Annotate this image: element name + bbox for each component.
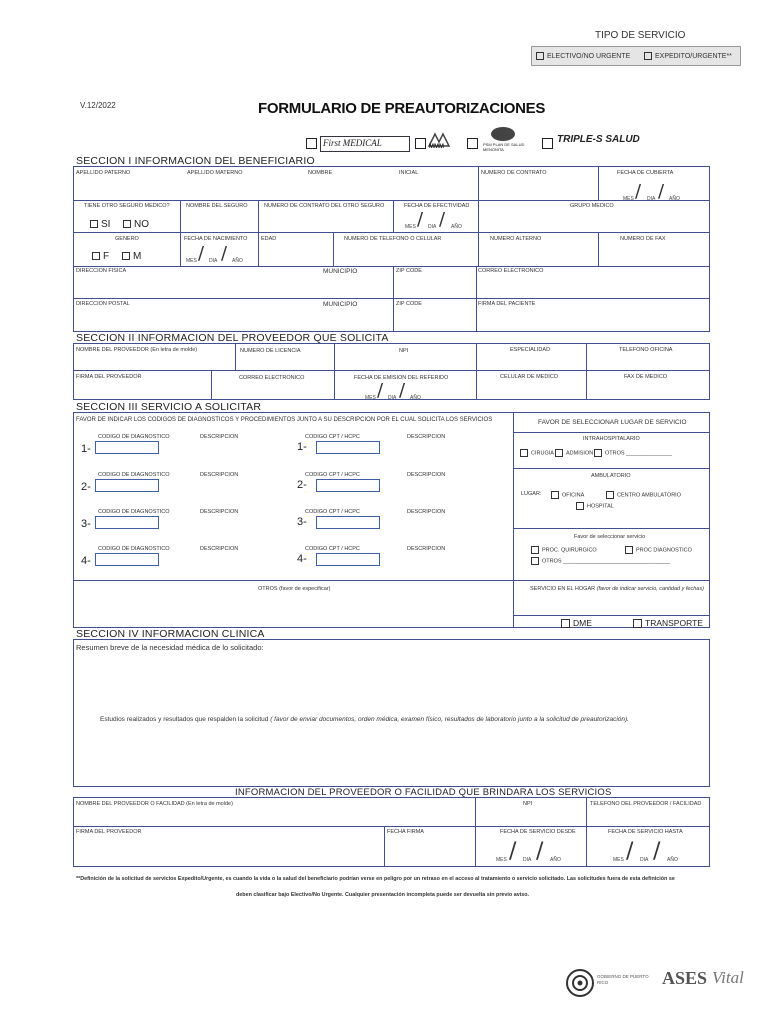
resumen-label: Resumen breve de la necesidad médica de lo solicitado:	[76, 643, 264, 652]
fecha-nac-label: FECHA DE NACIMIENTO	[184, 236, 248, 242]
mes-label: MES	[365, 395, 376, 401]
dia-label: DIA	[388, 395, 397, 401]
estudios-note: ( favor de enviar documentos, orden médica, examen físico, resultados de laboratorio junto a la solicitud de preautorización).	[270, 716, 629, 723]
checkbox-icon[interactable]	[520, 449, 528, 457]
contrato-otro-label: NUMERO DE CONTRATO DEL OTRO SEGURO	[264, 203, 385, 209]
npi-label: NPI	[399, 348, 409, 354]
proveedor-npi-label: NPI	[523, 801, 533, 807]
checkbox-icon[interactable]	[594, 449, 602, 457]
mes-label: MES	[623, 196, 634, 202]
psm-logo-text: PSM PLAN DE SALUD MENONITA	[483, 142, 525, 152]
firma-paciente-label: FIRMA DEL PACIENTE	[478, 301, 536, 307]
nombre-prov-label: NOMBRE DEL PROVEEDOR (En letra de molde)	[76, 347, 198, 353]
dme-option[interactable]	[561, 618, 592, 628]
descripcion-cpt-label: DESCRIPCION	[407, 472, 446, 478]
electivo-option[interactable]	[536, 52, 630, 60]
cod-diag-label: CODIGO DE DIAGNOSTICO	[98, 472, 170, 478]
descripcion-diag-label: DESCRIPCION	[200, 546, 239, 552]
footer-note-1: **Definición de la solicitud de servicios Expedito/Urgente, es cuando la vida o la salud del beneficiario podrían verse en peligro por un retraso en el acceso al tratamiento o servicio solicitado. Las solicitudes fuera de esta definición se	[76, 876, 675, 882]
section-3-box	[73, 412, 710, 628]
proc-quir-label: PROC. QUIRURGICO	[542, 547, 597, 554]
zip-label: ZIP CODE	[396, 268, 422, 274]
otros-serv-label: OTROS ___________________________________	[542, 558, 671, 565]
psm-checkbox[interactable]	[467, 138, 478, 149]
section-4-title: SECCION IV INFORMACION CLINICA	[76, 628, 265, 640]
otros-serv-option[interactable]	[531, 557, 670, 565]
lugar-title: FAVOR DE SELECCIONAR LUGAR DE SERVICIO	[538, 419, 687, 426]
first-medical-logo-text: First MEDICAL	[323, 138, 382, 148]
row-number-diag: 1-	[81, 443, 91, 455]
checkbox-icon[interactable]	[625, 546, 633, 554]
checkbox-icon[interactable]	[90, 220, 98, 228]
zip-postal-label: ZIP CODE	[396, 301, 422, 307]
cirugia-option[interactable]	[520, 449, 554, 457]
section-1-title: SECCION I INFORMACION DEL BENEFICIARIO	[76, 155, 315, 167]
otros-especificar-label: OTROS (favor de especificar)	[258, 586, 331, 592]
checkbox-icon[interactable]	[123, 220, 131, 228]
transporte-option[interactable]	[633, 618, 703, 628]
hospital-option[interactable]	[576, 502, 614, 510]
checkbox-icon[interactable]	[551, 491, 559, 499]
inicial-label: INICIAL	[399, 170, 419, 176]
cpt-code-input[interactable]	[316, 553, 380, 566]
expedito-label: EXPEDITO/URGENTE**	[655, 52, 732, 60]
cod-diag-label: CODIGO DE DIAGNOSTICO	[98, 434, 170, 440]
genero-m-option[interactable]	[122, 251, 141, 262]
otros-intra-option[interactable]	[594, 449, 672, 457]
checkbox-icon[interactable]	[555, 449, 563, 457]
diag-code-input[interactable]	[95, 553, 159, 566]
checkbox-icon[interactable]	[644, 52, 652, 60]
grupo-medico-label: GRUPO MEDICO	[570, 203, 614, 209]
descripcion-cpt-label: DESCRIPCION	[407, 434, 446, 440]
ano-label: AÑO	[667, 857, 678, 863]
cod-diag-label: CODIGO DE DIAGNOSTICO	[98, 509, 170, 515]
proc-quir-option[interactable]	[531, 546, 597, 554]
row-number-cpt: 2-	[297, 479, 307, 491]
resumen-field[interactable]	[74, 640, 709, 712]
mmm-logo-text: MMM	[429, 144, 444, 150]
mmm-checkbox[interactable]	[415, 138, 426, 149]
electivo-label: ELECTIVO/NO URGENTE	[547, 52, 631, 60]
expedito-option[interactable]	[644, 52, 732, 60]
row-number-cpt: 4-	[297, 553, 307, 565]
mes-label: MES	[496, 857, 507, 863]
proc-diag-label: PROC DIAGNOSTICO	[636, 547, 692, 554]
otro-seguro-label: TIENE OTRO SEGURO MEDICO?	[84, 203, 170, 209]
fecha-cubierta-label: FECHA DE CUBIERTA	[617, 170, 674, 176]
mes-label: MES	[405, 224, 416, 230]
cod-diag-label: CODIGO DE DIAGNOSTICO	[98, 546, 170, 552]
cod-cpt-label: CODIGO CPT / HCPC	[305, 472, 360, 478]
checkbox-icon[interactable]	[536, 52, 544, 60]
proveedor-tel-label: TELEFONO DEL PROVEEDOR / FACILIDAD	[590, 801, 702, 807]
telefono-label: NUMERO DE TELEFONO O CELULAR	[344, 236, 442, 242]
favor-sel-label: Favor de seleccionar servicio	[574, 534, 646, 540]
cpt-code-input[interactable]	[316, 441, 380, 454]
first-medical-checkbox[interactable]	[306, 138, 317, 149]
diag-code-input[interactable]	[95, 516, 159, 529]
hospital-label: HOSPITAL	[587, 503, 614, 510]
si-label: SI	[101, 219, 111, 230]
nombre-label: NOMBRE	[308, 170, 333, 176]
vital-logo: Vital	[712, 968, 744, 987]
mes-label: MES	[186, 258, 197, 264]
oficina-option[interactable]	[551, 491, 584, 499]
cpt-code-input[interactable]	[316, 516, 380, 529]
edad-label: EDAD	[261, 236, 277, 242]
section-2-title: SECCION II INFORMACION DEL PROVEEDOR QUE SOLICITA	[76, 332, 389, 344]
footer-note-2: deben clasificar bajo Electivo/No Urgente. Cualquier presentación incompleta puede ser devuelta sin previo aviso.	[236, 892, 529, 898]
correo-label: CORREO ELECTRONICO	[478, 268, 544, 274]
proveedor-nombre-label: NOMBRE DEL PROVEEDOR O FACILIDAD (En letra de molde)	[76, 801, 233, 807]
dir-postal-label: DIRECCION POSTAL	[76, 301, 130, 307]
nombre-seguro-label: NOMBRE DEL SEGURO	[186, 203, 248, 209]
dia-label: DIA	[428, 224, 437, 230]
fax-medico-label: FAX DE MEDICO	[624, 374, 668, 380]
otros-intra-label: OTROS _______________	[605, 450, 672, 457]
row-number-diag: 2-	[81, 481, 91, 493]
diag-code-input[interactable]	[95, 479, 159, 492]
fecha-hasta-label: FECHA DE SERVICIO HASTA	[608, 829, 683, 835]
row-number-diag: 3-	[81, 518, 91, 530]
fecha-referido-label: FECHA DE EMISION DEL REFERIDO	[354, 375, 449, 381]
admision-label: ADMISION	[566, 450, 594, 457]
ano-label: AÑO	[232, 258, 243, 264]
fecha-efectividad-label: FECHA DE EFECTIVIDAD	[404, 203, 470, 209]
row-number-cpt: 1-	[297, 441, 307, 453]
municipio-postal-label: MUNICIPIO	[323, 301, 358, 308]
row-number-diag: 4-	[81, 555, 91, 567]
firma-prov-label: FIRMA DEL PROVEEDOR	[76, 374, 142, 380]
checkbox-icon[interactable]	[606, 491, 614, 499]
dia-label: DIA	[647, 196, 656, 202]
version-label: V.12/2022	[80, 101, 116, 110]
lugar-label: LUGAR:	[521, 491, 542, 497]
tipo-servicio-box	[531, 46, 741, 66]
genero-f-option[interactable]	[92, 251, 109, 262]
servicio-hogar-note: (favor de indicar servicio, cantidad y fechas)	[596, 586, 704, 592]
checkbox-icon[interactable]	[576, 502, 584, 510]
ano-label: AÑO	[669, 196, 680, 202]
genero-label: GENERO	[115, 236, 139, 242]
ambulatorio-label: AMBULATORIO	[591, 473, 631, 479]
descripcion-diag-label: DESCRIPCION	[200, 472, 239, 478]
no-label: NO	[134, 219, 149, 230]
celular-label: CELULAR DE MEDICO	[500, 374, 559, 380]
dia-label: DIA	[209, 258, 218, 264]
centro-amb-label: CENTRO AMBULATORIO	[617, 492, 681, 499]
checkbox-icon[interactable]	[92, 252, 100, 260]
checkbox-icon[interactable]	[561, 619, 570, 628]
f-label: F	[103, 251, 110, 262]
section-3-instructions: FAVOR DE INDICAR LOS CODIGOS DE DIAGNOSTICOS Y PROCEDIMIENTOS JUNTO A SU DESCRIPCION POR EL CUAL SOLICITA LOS SERVICIOS	[76, 417, 493, 423]
servicio-hogar-text: SERVICIO EN EL HOGAR	[530, 586, 596, 592]
estudios-text: Estudios realizados y resultados que respalden la solicitud	[100, 716, 269, 723]
psm-logo	[480, 126, 526, 154]
estudios-label	[100, 716, 629, 723]
admision-option[interactable]	[555, 449, 593, 457]
seguro-si-option[interactable]	[90, 219, 110, 230]
triple-s-logo	[557, 132, 667, 152]
section-5-title: INFORMACION DEL PROVEEDOR O FACILIDAD QUE BRINDARA LOS SERVICIOS	[235, 787, 612, 798]
government-seal-icon	[566, 969, 594, 997]
triple-s-checkbox[interactable]	[542, 138, 553, 149]
checkbox-icon[interactable]	[531, 546, 539, 554]
checkbox-icon[interactable]	[122, 252, 130, 260]
transporte-label: TRANSPORTE	[645, 618, 703, 628]
descripcion-diag-label: DESCRIPCION	[200, 509, 239, 515]
cirugia-label: CIRUGIA	[531, 450, 554, 457]
apellido-paterno-label: APELLIDO PATERNO	[76, 170, 131, 176]
row-number-cpt: 3-	[297, 516, 307, 528]
section-3-title: SECCION III SERVICIO A SOLICITAR	[76, 401, 262, 413]
especialidad-label: ESPECIALIDAD	[510, 347, 551, 353]
centro-amb-option[interactable]	[606, 491, 681, 499]
form-title: FORMULARIO DE PREAUTORIZACIONES	[258, 100, 546, 117]
licencia-label: NUMERO DE LICENCIA	[240, 348, 301, 354]
oficina-label: OFICINA	[562, 492, 585, 499]
first-medical-logo	[320, 136, 410, 152]
ases-logo: ASES	[662, 968, 708, 988]
mes-label: MES	[613, 857, 624, 863]
servicio-hogar-label	[530, 586, 704, 592]
tipo-servicio-label: TIPO DE SERVICIO	[595, 30, 686, 41]
diag-code-input[interactable]	[95, 441, 159, 454]
m-label: M	[133, 251, 142, 262]
dme-label: DME	[573, 618, 592, 628]
triple-s-logo-text: TRIPLE-S SALUD	[557, 134, 640, 145]
proveedor-firma-label: FIRMA DEL PROVEEDOR	[76, 829, 142, 835]
fecha-desde-label: FECHA DE SERVICIO DESDE	[500, 829, 576, 835]
dia-label: DIA	[640, 857, 649, 863]
dia-label: DIA	[523, 857, 532, 863]
cod-cpt-label: CODIGO CPT / HCPC	[305, 546, 360, 552]
apellido-materno-label: APELLIDO MATERNO	[187, 170, 243, 176]
mmm-logo	[427, 128, 451, 152]
descripcion-cpt-label: DESCRIPCION	[407, 546, 446, 552]
descripcion-cpt-label: DESCRIPCION	[407, 509, 446, 515]
intrahospitalario-label: INTRAHOSPITALARIO	[583, 436, 640, 442]
estudios-field[interactable]	[74, 726, 709, 786]
dir-fisica-label: DIRECCION FISICA	[76, 268, 127, 274]
proc-diag-option[interactable]	[625, 546, 692, 554]
checkbox-icon[interactable]	[633, 619, 642, 628]
cpt-code-input[interactable]	[316, 479, 380, 492]
municipio-label: MUNICIPIO	[323, 268, 358, 275]
fax-label: NUMERO DE FAX	[620, 236, 666, 242]
correo-prov-label: CORREO ELECTRONICO	[239, 375, 305, 381]
alterno-label: NUMERO ALTERNO	[490, 236, 542, 242]
numero-contrato-label: NUMERO DE CONTRATO	[481, 170, 547, 176]
section-1-box	[73, 166, 710, 332]
ano-label: AÑO	[550, 857, 561, 863]
fecha-firma-label: FECHA FIRMA	[387, 829, 424, 835]
cod-cpt-label: CODIGO CPT / HCPC	[305, 434, 360, 440]
seguro-no-option[interactable]	[123, 219, 149, 230]
insurer-logos	[306, 126, 666, 156]
ano-label: AÑO	[410, 395, 421, 401]
ano-label: AÑO	[451, 224, 462, 230]
descripcion-diag-label: DESCRIPCION	[200, 434, 239, 440]
gov-text: GOBIERNO DE PUERTO RICO	[597, 974, 649, 985]
tel-oficina-label: TELEFONO OFICINA	[619, 347, 673, 353]
cod-cpt-label: CODIGO CPT / HCPC	[305, 509, 360, 515]
checkbox-icon[interactable]	[531, 557, 539, 565]
